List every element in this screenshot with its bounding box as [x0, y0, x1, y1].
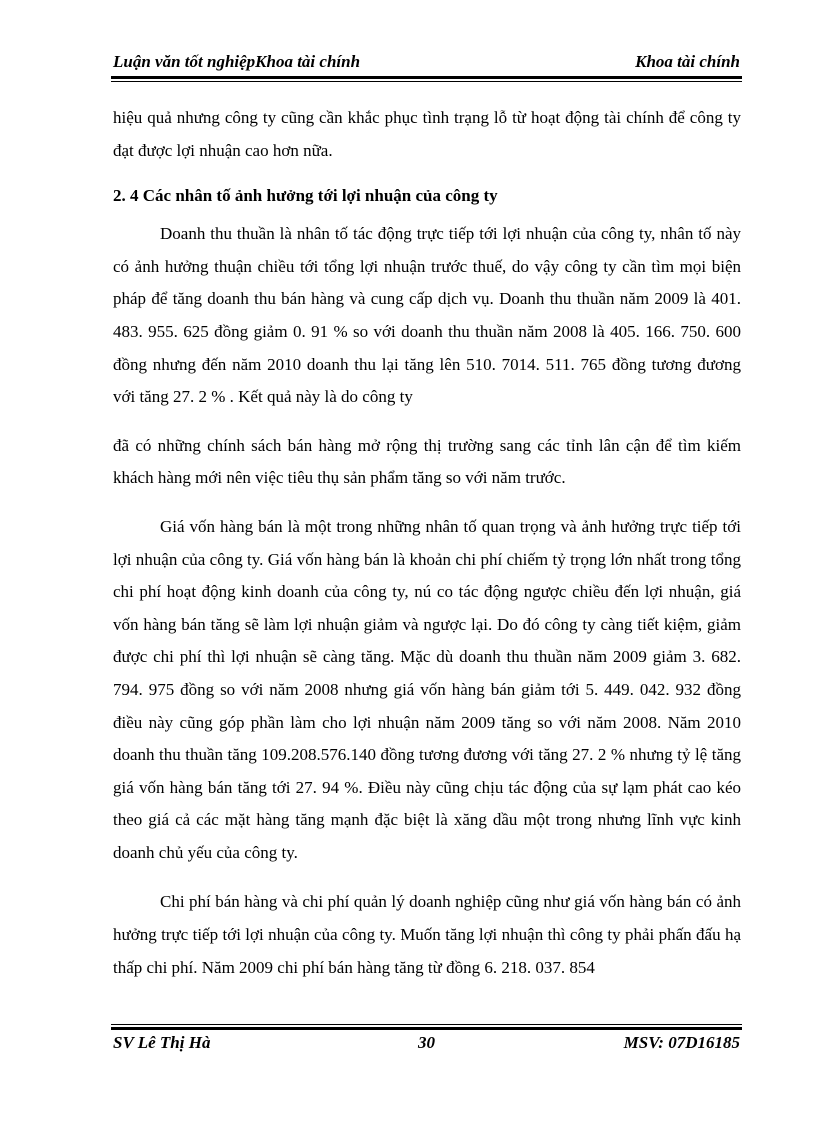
header-rule: [111, 76, 742, 82]
header-title: Luận văn tốt nghiệpKhoa tài chính: [113, 52, 361, 71]
section-heading: 2. 4 Các nhân tố ảnh hưởng tới lợi nhuận của công ty: [113, 186, 498, 206]
page-number: 30: [418, 1033, 435, 1052]
header-department: Khoa tài chính: [635, 52, 740, 71]
footer-student-name: SV Lê Thị Hà: [113, 1033, 211, 1052]
footer-student-id: MSV: 07D16185: [623, 1033, 740, 1052]
page-header: [113, 50, 740, 76]
footer-rule: [111, 1024, 742, 1030]
paragraph-revenue: Doanh thu thuần là nhân tố tác động trực tiếp tới lợi nhuận của công ty, nhân tố này có ảnh hưởng thuận chiều tới tổng lợi nhuận trước thuế, do vậy công ty cần tìm mọi biện pháp để tăng doanh thu bán hàng và cung cấp dịch vụ. Doanh thu thuần năm 2009 là 401. 483. 955. 625 đồng giảm 0. 91 % so với doanh thu thuần năm 2008 là 405. 166. 750. 600 đồng nhưng đến năm 2010 doanh thu lại tăng lên 510. 7014. 511. 765 đồng tương đương với tăng 27. 2 % . Kết quả này là do công ty: [113, 224, 741, 407]
paragraph-revenue-continued: đã có những chính sách bán hàng mở rộng thị trường sang các tỉnh lân cận để tìm kiếm khách hàng mới nên việc tiêu thụ sản phẩm tăng so với năm trước.: [113, 435, 741, 488]
paragraph-expenses: Chi phí bán hàng và chi phí quản lý doanh nghiệp cũng như giá vốn hàng bán có ảnh hưởng trực tiếp tới lợi nhuận của công ty. Muốn tăng lợi nhuận thì công ty phải phấn đấu hạ thấp chi phí. Năm 2009 chi phí bán hàng tăng từ đồng 6. 218. 037. 854: [113, 892, 741, 977]
paragraph-cost-of-goods: Giá vốn hàng bán là một trong những nhân tố quan trọng và ảnh hưởng trực tiếp tới lợi nhuận của công ty. Giá vốn hàng bán là khoản chi phí chiếm tỷ trọng lớn nhất trong tổng chi phí hoạt động kinh doanh của công ty, nú co tác động ngược chiều đến lợi nhuận, giá vốn hàng bán tăng sẽ làm lợi nhuận giảm và ngược lại. Do đó công ty càng tiết kiệm, giảm được chi phí thì lợi nhuận sẽ càng tăng. Mặc dù doanh thu thuần năm 2009 giảm 3. 682. 794. 975 đồng so với năm 2008 nhưng giá vốn hàng bán giảm tới 5. 449. 042. 932 đồng điều này cũng góp phần làm cho lợi nhuận năm 2009 tăng so với năm 2008. Năm 2010 doanh thu thuần tăng 109.208.576.140 đồng tương đương với tăng 27. 2 % nhưng tỷ lệ tăng giá vốn hàng bán tăng tới 27. 94 %. Điều này cũng chịu tác động của sự lạm phát cao kéo theo giá cả các mặt hàng tăng mạnh đặc biệt là xăng dầu một trong nhưng lĩnh vực kinh doanh chủ yếu của công ty.: [113, 516, 741, 862]
intro-paragraph: hiệu quả nhưng công ty cũng cần khắc phục tình trạng lỗ từ hoạt động tài chính để công ty đạt được lợi nhuận cao hơn nữa.: [113, 108, 741, 160]
document-body: [113, 102, 741, 984]
page-footer: [113, 1033, 740, 1059]
